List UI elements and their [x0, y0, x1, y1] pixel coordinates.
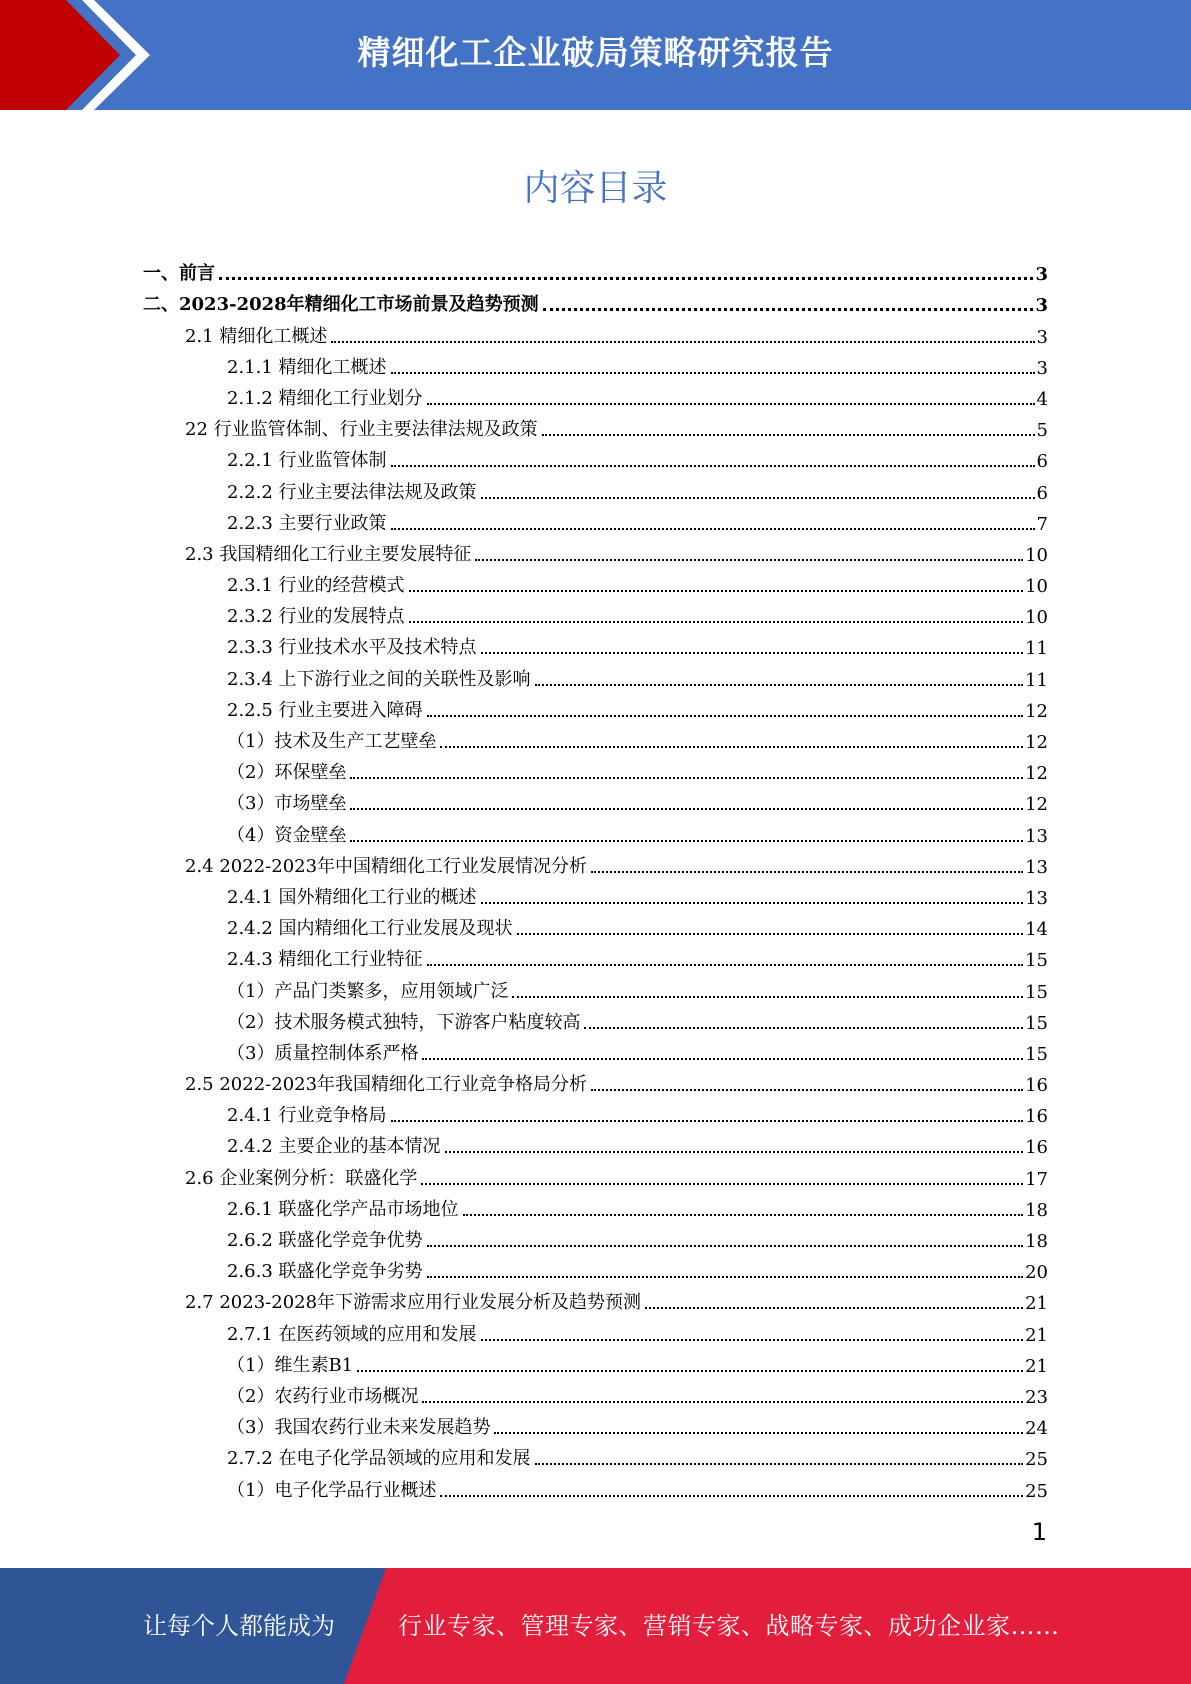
- toc-entry-title: 2.4.2 国内精细化工行业发展及现状: [227, 918, 513, 940]
- table-of-contents: [143, 254, 1048, 1502]
- toc-entry-title: （4）资金壁垒: [227, 824, 347, 846]
- toc-entry[interactable]: [143, 379, 1048, 410]
- toc-leader-dots: [481, 1339, 1024, 1341]
- toc-entry-page: 25: [1025, 1480, 1048, 1502]
- toc-entry-title: 2.3.1 行业的经营模式: [227, 575, 405, 597]
- toc-entry[interactable]: [143, 909, 1048, 940]
- toc-leader-dots: [350, 777, 1023, 779]
- page-number: 1: [1031, 1518, 1047, 1546]
- toc-entry-title: 2.4.1 行业竞争格局: [227, 1105, 387, 1127]
- toc-entry-title: （2）环保壁垒: [227, 762, 347, 784]
- toc-entry-page: 13: [1025, 825, 1048, 847]
- toc-entry-page: 12: [1025, 732, 1048, 753]
- toc-entry-title: 22 行业监管体制、行业主要法律法规及政策: [185, 419, 538, 441]
- toc-entry-title: 2.6.3 联盛化学竞争劣势: [227, 1261, 423, 1283]
- toc-entry-page: 3: [1036, 357, 1048, 379]
- toc-entry-page: 20: [1025, 1262, 1048, 1284]
- toc-entry-page: 23: [1025, 1386, 1048, 1408]
- toc-entry-page: 3: [1035, 264, 1048, 286]
- toc-entry-page: 12: [1025, 700, 1048, 722]
- toc-leader-dots: [440, 746, 1023, 748]
- toc-entry[interactable]: [143, 659, 1048, 690]
- toc-leader-dots: [481, 652, 1024, 654]
- toc-entry[interactable]: [143, 722, 1048, 753]
- toc-entry-page: 15: [1025, 981, 1048, 1003]
- toc-leader-dots: [427, 403, 1035, 405]
- toc-leader-dots: [591, 1089, 1023, 1091]
- toc-entry-page: 12: [1025, 794, 1048, 816]
- toc-leader-dots: [481, 902, 1024, 904]
- toc-leader-dots: [445, 1151, 1024, 1153]
- toc-leader-dots: [422, 1058, 1023, 1060]
- toc-entry-page: 13: [1025, 856, 1048, 878]
- toc-leader-dots: [512, 996, 1023, 998]
- toc-entry-title: 2.3 我国精细化工行业主要发展特征: [185, 543, 472, 565]
- toc-leader-dots: [350, 840, 1023, 842]
- toc-entry-title: 2.1.2 精细化工行业划分: [227, 387, 423, 409]
- toc-entry-page: 21: [1025, 1324, 1048, 1346]
- toc-entry-title: 2.6 企业案例分析：联盛化学: [185, 1167, 418, 1189]
- toc-entry-page: 10: [1025, 576, 1048, 598]
- toc-entry-title: 2.1.1 精细化工概述: [227, 356, 387, 378]
- toc-entry-title: 2.5 2022-2023年我国精细化工行业竞争格局分析: [185, 1074, 588, 1096]
- toc-entry-title: 2.2.5 行业主要进入障碍: [227, 699, 423, 721]
- toc-entry[interactable]: [143, 316, 1048, 347]
- toc-leader-dots: [463, 1214, 1024, 1216]
- toc-entry-page: 16: [1025, 1075, 1048, 1097]
- toc-leader-dots: [517, 933, 1024, 935]
- toc-entry-page: 18: [1025, 1199, 1048, 1221]
- toc-entry[interactable]: [143, 441, 1048, 472]
- toc-leader-dots: [409, 590, 1024, 592]
- toc-entry-title: 一、前言: [143, 263, 215, 285]
- toc-entry-page: 25: [1025, 1449, 1048, 1471]
- toc-entry-page: 5: [1036, 420, 1048, 442]
- toc-entry-title: 2.7 2023-2028年下游需求应用行业发展分析及趋势预测: [185, 1292, 642, 1314]
- toc-leader-dots: [350, 808, 1023, 810]
- toc-entry-title: 2.4 2022-2023年中国精细化工行业发展情况分析: [185, 855, 588, 877]
- toc-entry-page: 17: [1025, 1168, 1048, 1190]
- toc-entry-title: 2.6.1 联盛化学产品市场地位: [227, 1198, 459, 1220]
- toc-entry[interactable]: [143, 504, 1048, 535]
- toc-entry-page: 18: [1025, 1231, 1048, 1252]
- toc-leader-dots: [591, 871, 1023, 873]
- toc-entry-title: 2.1 精细化工概述: [185, 325, 328, 347]
- toc-entry-page: 15: [1025, 950, 1048, 972]
- toc-entry[interactable]: [143, 1096, 1048, 1127]
- toc-entry[interactable]: [143, 1470, 1048, 1501]
- toc-leader-dots: [357, 1370, 1023, 1372]
- toc-entry-title: 2.2.1 行业监管体制: [227, 450, 387, 472]
- toc-entry-page: 10: [1025, 544, 1048, 566]
- toc-entry-page: 16: [1025, 1137, 1048, 1159]
- toc-entry[interactable]: [143, 971, 1048, 1002]
- toc-entry-page: 11: [1025, 669, 1048, 691]
- toc-entry[interactable]: [143, 472, 1048, 503]
- toc-entry-title: （1）电子化学品行业概述: [227, 1479, 437, 1501]
- toc-entry[interactable]: [143, 285, 1048, 316]
- toc-entry[interactable]: [143, 1034, 1048, 1065]
- toc-entry[interactable]: [143, 535, 1048, 566]
- toc-entry[interactable]: [143, 1283, 1048, 1314]
- toc-leader-dots: [391, 1120, 1024, 1122]
- toc-entry[interactable]: [143, 1439, 1048, 1470]
- toc-leader-dots: [542, 434, 1035, 436]
- toc-entry[interactable]: [143, 597, 1048, 628]
- toc-leader-dots: [427, 715, 1024, 717]
- toc-leader-dots: [481, 497, 1035, 499]
- toc-entry-title: （3）我国农药行业未来发展趋势: [227, 1417, 491, 1439]
- toc-entry-title: 2.2.3 主要行业政策: [227, 512, 387, 534]
- toc-entry-page: 10: [1025, 607, 1048, 629]
- toc-entry-page: 11: [1025, 638, 1048, 660]
- toc-entry[interactable]: [143, 1065, 1048, 1096]
- toc-entry[interactable]: [143, 753, 1048, 784]
- toc-entry-title: 2.3.2 行业的发展特点: [227, 606, 405, 628]
- toc-heading: 内容目录: [523, 168, 668, 209]
- toc-entry-page: 21: [1025, 1293, 1048, 1315]
- toc-entry[interactable]: [143, 878, 1048, 909]
- toc-entry[interactable]: [143, 1003, 1048, 1034]
- toc-entry-title: （3）市场壁垒: [227, 793, 347, 815]
- toc-entry-title: 2.7.2 在电子化学品领域的应用和发展: [227, 1448, 531, 1470]
- toc-entry-page: 4: [1036, 388, 1048, 410]
- toc-entry-title: 2.4.2 主要企业的基本情况: [227, 1136, 441, 1158]
- toc-entry-page: 15: [1025, 1043, 1048, 1065]
- toc-entry-title: 2.4.1 国外精细化工行业的概述: [227, 886, 477, 908]
- report-footer: [0, 1568, 1191, 1684]
- toc-entry[interactable]: [143, 1158, 1048, 1189]
- toc-entry[interactable]: [143, 1408, 1048, 1439]
- toc-entry-title: （1）产品门类繁多，应用领域广泛: [227, 980, 509, 1002]
- report-header: [0, 0, 1191, 110]
- toc-leader-dots: [475, 559, 1023, 561]
- footer-slogan-right: 行业专家、管理专家、营销专家、战略专家、成功企业家……: [398, 1612, 1060, 1640]
- toc-entry[interactable]: [143, 847, 1048, 878]
- toc-entry[interactable]: [143, 1252, 1048, 1283]
- toc-entry-page: 13: [1025, 887, 1048, 909]
- toc-entry-title: 2.7.1 在医药领域的应用和发展: [227, 1323, 477, 1345]
- toc-leader-dots: [219, 277, 1033, 280]
- toc-entry-page: 21: [1025, 1355, 1048, 1377]
- toc-leader-dots: [331, 341, 1034, 343]
- toc-entry-title: 2.6.2 联盛化学竞争优势: [227, 1230, 423, 1251]
- toc-entry-title: 二、2023-2028年精细化工市场前景及趋势预测: [143, 294, 539, 316]
- toc-leader-dots: [645, 1307, 1023, 1309]
- toc-entry[interactable]: [143, 691, 1048, 722]
- toc-entry[interactable]: [143, 348, 1048, 379]
- toc-leader-dots: [391, 372, 1035, 374]
- toc-entry[interactable]: [143, 815, 1048, 846]
- toc-entry[interactable]: [143, 940, 1048, 971]
- toc-entry-title: 2.2.2 行业主要法律法规及政策: [227, 481, 477, 503]
- toc-entry[interactable]: [143, 1377, 1048, 1408]
- toc-entry[interactable]: [143, 1127, 1048, 1158]
- toc-entry-title: （2）技术服务模式独特，下游客户粘度较高: [227, 1011, 581, 1033]
- toc-leader-dots: [427, 1245, 1024, 1247]
- toc-leader-dots: [391, 465, 1035, 467]
- toc-leader-dots: [535, 684, 1024, 686]
- toc-leader-dots: [391, 528, 1035, 530]
- toc-entry-page: 6: [1036, 482, 1048, 504]
- toc-entry-title: （2）农药行业市场概况: [227, 1385, 419, 1407]
- toc-entry[interactable]: [143, 410, 1048, 441]
- toc-leader-dots: [427, 964, 1024, 966]
- toc-entry[interactable]: [143, 1314, 1048, 1345]
- report-title: 精细化工企业破局策略研究报告: [357, 33, 834, 72]
- toc-leader-dots: [427, 1276, 1024, 1278]
- toc-leader-dots: [584, 1027, 1023, 1029]
- toc-entry[interactable]: [143, 566, 1048, 597]
- toc-leader-dots: [409, 621, 1024, 623]
- toc-leader-dots: [422, 1401, 1023, 1403]
- toc-leader-dots: [543, 308, 1034, 311]
- toc-entry-title: 2.3.3 行业技术水平及技术特点: [227, 637, 477, 659]
- toc-entry-page: 15: [1025, 1012, 1048, 1034]
- toc-entry-title: 2.4.3 精细化工行业特征: [227, 949, 423, 971]
- toc-entry[interactable]: [143, 254, 1048, 285]
- toc-entry[interactable]: [143, 1346, 1048, 1377]
- toc-leader-dots: [535, 1463, 1024, 1465]
- footer-slogan-left: 让每个人都能成为: [143, 1612, 335, 1640]
- toc-entry-title: 2.3.4 上下游行业之间的关联性及影响: [227, 668, 531, 690]
- toc-entry-page: 3: [1035, 295, 1048, 317]
- toc-entry[interactable]: [143, 784, 1048, 815]
- toc-entry-title: （3）质量控制体系严格: [227, 1042, 419, 1064]
- toc-entry-page: 6: [1036, 451, 1048, 473]
- toc-entry-title: （1）技术及生产工艺壁垒: [227, 731, 437, 752]
- toc-entry[interactable]: [143, 1221, 1048, 1252]
- toc-entry-page: 12: [1025, 763, 1048, 785]
- toc-entry-page: 16: [1025, 1106, 1048, 1128]
- toc-entry[interactable]: [143, 628, 1048, 659]
- toc-entry-page: 3: [1036, 326, 1048, 348]
- toc-leader-dots: [440, 1495, 1023, 1497]
- toc-entry-page: 24: [1025, 1418, 1048, 1440]
- toc-entry[interactable]: [143, 1190, 1048, 1221]
- toc-entry-page: 7: [1036, 513, 1048, 535]
- toc-entry-page: 14: [1025, 919, 1048, 941]
- toc-leader-dots: [494, 1432, 1023, 1434]
- toc-entry-title: （1）维生素B1: [227, 1354, 354, 1376]
- toc-leader-dots: [421, 1183, 1023, 1185]
